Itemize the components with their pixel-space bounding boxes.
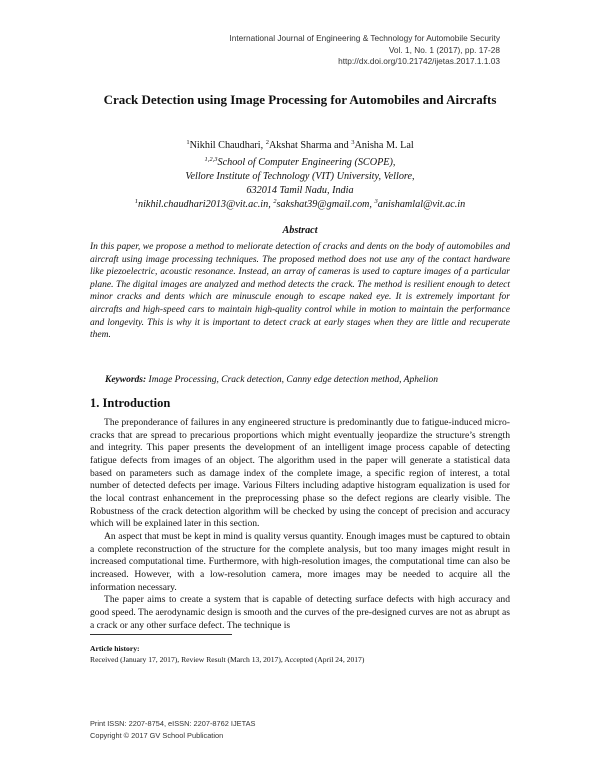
author-1: Nikhil Chaudhari, — [189, 140, 264, 151]
keywords — [105, 375, 525, 385]
introduction-body — [90, 417, 510, 632]
email-3[interactable]: anishamlal@vit.ac.in — [377, 199, 466, 210]
abstract-heading: Abstract — [282, 225, 318, 236]
paper-title: Crack Detection using Image Processing for Automobiles and Aircrafts — [103, 92, 497, 107]
affiliation-line-2: Vellore Institute of Technology (VIT) University, Vellore, — [185, 171, 415, 182]
email-1[interactable]: nikhil.chaudhari2013@vit.ac.in, — [138, 199, 271, 210]
author-emails — [60, 198, 540, 212]
section-heading-introduction: 1. Introduction — [90, 396, 171, 410]
journal-doi[interactable]: http://dx.doi.org/10.21742/ijetas.2017.1.1.03 — [338, 56, 500, 66]
footnote-divider — [90, 634, 232, 635]
paragraph: The paper aims to create a system that is capable of detecting surface defects with high accuracy and good speed. The aerodynamic design is smooth and the curves of the pre-designed curves are not as abrupt as a crack or any other surface defect. The technique is — [90, 594, 510, 631]
affiliation-school: School of Computer Engineering (SCOPE), — [217, 157, 396, 168]
email-3-sup: 3 — [374, 198, 378, 205]
affiliation-line-3: 632014 Tamil Nadu, India — [246, 185, 354, 196]
author-1-sup: 1 — [186, 139, 190, 146]
keywords-label: Keywords: — [105, 375, 147, 385]
author-2: Akshat Sharma and — [268, 140, 349, 151]
page-footer — [90, 718, 255, 741]
journal-name: International Journal of Engineering & Technology for Automobile Security — [229, 33, 500, 43]
paragraph: The preponderance of failures in any engineered structure is predominantly due to fatigue-induced micro-cracks that are spread to precarious proportions which might eventually jeopardize the structure’s strength and integrity. This paper presents the development of an intelligent image process capable of detecting fatigue defects from images of an object. The algorithm used in the paper will generate a statistical data based on parameters such as damage index of the complete image, a specific region of interest, a total number of detected defects per image. Various Filters including adaptive histogram equalization is used for the local contrast enhancement in the preprocessing phase so the defect regions are clearly visible. The Robustness of the crack detection algorithm will be checked by using the concept of precision and accuracy which will be explained later in this section. — [90, 417, 510, 530]
email-2[interactable]: sakshat39@gmail.com, — [276, 199, 372, 210]
keywords-text: Image Processing, Crack detection, Canny edge detection method, Aphelion — [148, 375, 438, 385]
affiliation — [60, 156, 540, 212]
affiliation-sup: 1,2,3 — [204, 156, 218, 163]
article-history-dates: Received (January 17, 2017), Review Result (March 13, 2017), Accepted (April 24, 2017) — [90, 655, 365, 664]
email-2-sup: 2 — [273, 198, 277, 205]
author-3-sup: 3 — [351, 139, 355, 146]
author-3: Anisha M. Lal — [354, 140, 414, 151]
footer-issn: Print ISSN: 2207-8754, eISSN: 2207-8762 IJETAS — [90, 719, 256, 728]
paragraph: An aspect that must be kept in mind is quality versus quantity. Enough images must be captured to obtain a complete reconstruction of the structure for the complete analysis, but too many images might result in increased computational time. Furthermore, with high-resolution images, the computational time can also be increased. However, with a low-resolution camera, more images may be needed to acquire all the information necessary. — [90, 530, 510, 593]
article-history-label: Article history: — [90, 644, 140, 653]
journal-volume: Vol. 1, No. 1 (2017), pp. 17-28 — [388, 44, 500, 55]
author-list — [90, 139, 510, 153]
email-1-sup: 1 — [134, 198, 138, 205]
affiliation-line-1 — [60, 156, 540, 170]
abstract-text: In this paper, we propose a method to meliorate detection of cracks and dents on the body of automobiles and aircraft using image processing techniques. The proposed method does not use any of the contact hardware like piezoelectric, acoustic resonance. Instead, an array of cameras is used to capture images of a particular plane. The digital images are analyzed and method detects the crack. The method is resilient enough to detect minor cracks and dents which are minuscule enough to escape naked eye. It is extremely important for aircrafts and high-speed cars to maintain high-quality control while in motion to maintain the performance and longevity. This is why it is important to detect crack at early stages when they are little and recuperate them. — [90, 242, 510, 341]
article-history — [90, 643, 364, 665]
journal-header — [229, 33, 500, 68]
author-2-sup: 2 — [265, 139, 269, 146]
footer-copyright: Copyright © 2017 GV School Publication — [90, 730, 224, 740]
